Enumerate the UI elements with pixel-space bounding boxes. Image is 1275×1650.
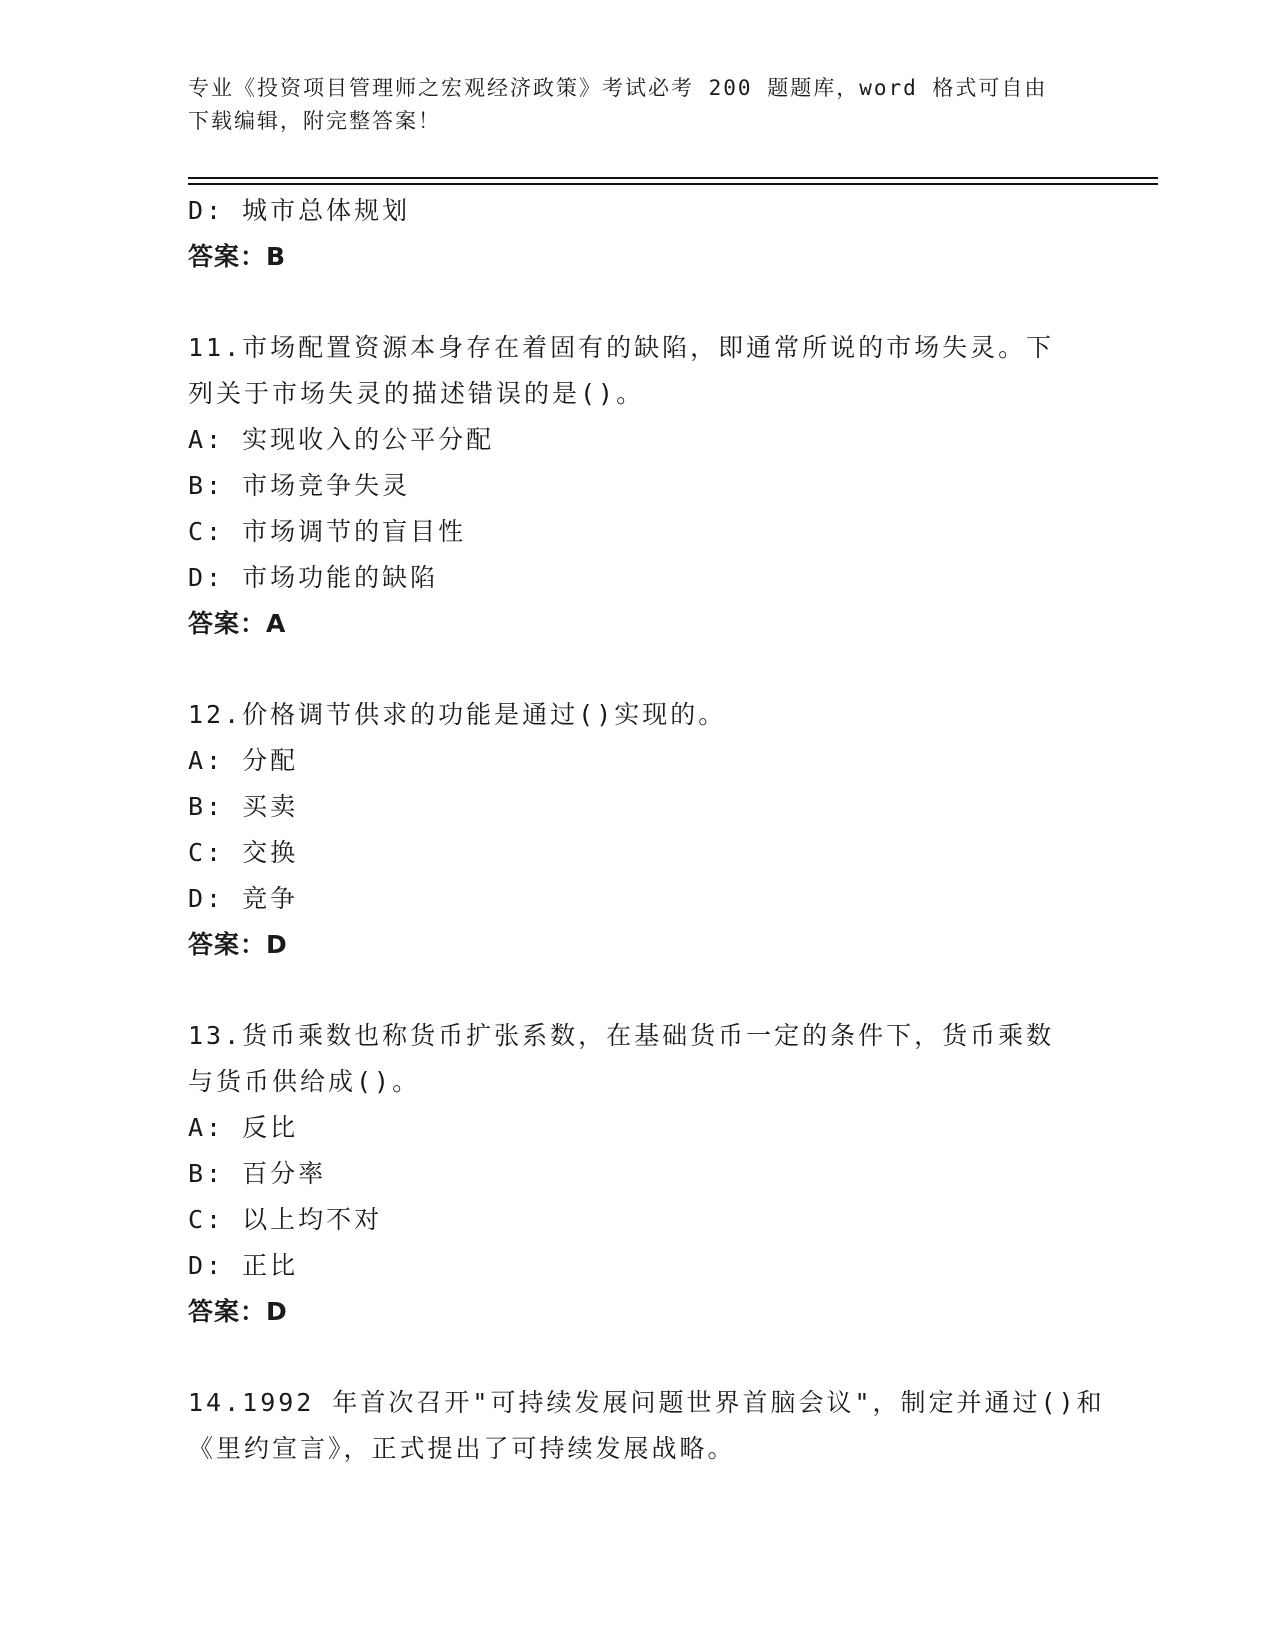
header-rule-top: [188, 177, 1158, 179]
prev-option-d: D: 城市总体规划: [188, 196, 411, 225]
option-a: A: 实现收入的公平分配: [188, 425, 495, 454]
option-d: D: 竞争: [188, 884, 299, 913]
header-line-1: 专业《投资项目管理师之宏观经济政策》考试必考 200 题题库，word 格式可自由: [188, 76, 1048, 100]
question-text-line: 与货币供给成()。: [188, 1067, 421, 1096]
option-b: B: 市场竞争失灵: [188, 471, 411, 500]
option-a: A: 反比: [188, 1113, 299, 1142]
question-text-line: 12.价格调节供求的功能是通过()实现的。: [188, 700, 727, 729]
question-13: [188, 1013, 1108, 1335]
header-rule-bottom: [188, 183, 1158, 185]
answer: 答案：D: [188, 1297, 288, 1326]
option-b: B: 百分率: [188, 1159, 327, 1188]
option-d: D: 市场功能的缺陷: [188, 563, 439, 592]
prev-answer: 答案：B: [188, 242, 287, 271]
question-content: [188, 188, 1108, 1472]
question-text-line: 13.货币乘数也称货币扩张系数，在基础货币一定的条件下，货币乘数: [188, 1021, 1055, 1050]
question-12: [188, 692, 1108, 968]
header-line-2: 下载编辑，附完整答案！: [188, 109, 441, 133]
answer: 答案：A: [188, 609, 287, 638]
page-header: [188, 72, 1088, 138]
option-c: C: 交换: [188, 838, 299, 867]
question-11: [188, 325, 1108, 647]
question-text-line: 列关于市场失灵的描述错误的是()。: [188, 379, 645, 408]
option-a: A: 分配: [188, 746, 299, 775]
question-text-line: 11.市场配置资源本身存在着固有的缺陷，即通常所说的市场失灵。下: [188, 333, 1055, 362]
answer: 答案：D: [188, 930, 288, 959]
option-d: D: 正比: [188, 1251, 299, 1280]
option-b: B: 买卖: [188, 792, 299, 821]
question-14: [188, 1380, 1108, 1472]
option-c: C: 以上均不对: [188, 1205, 383, 1234]
question-text-line: 14.1992 年首次召开"可持续发展问题世界首脑会议"，制定并通过()和: [188, 1388, 1105, 1417]
option-c: C: 市场调节的盲目性: [188, 517, 467, 546]
question-text-line: 《里约宣言》，正式提出了可持续发展战略。: [188, 1434, 736, 1463]
